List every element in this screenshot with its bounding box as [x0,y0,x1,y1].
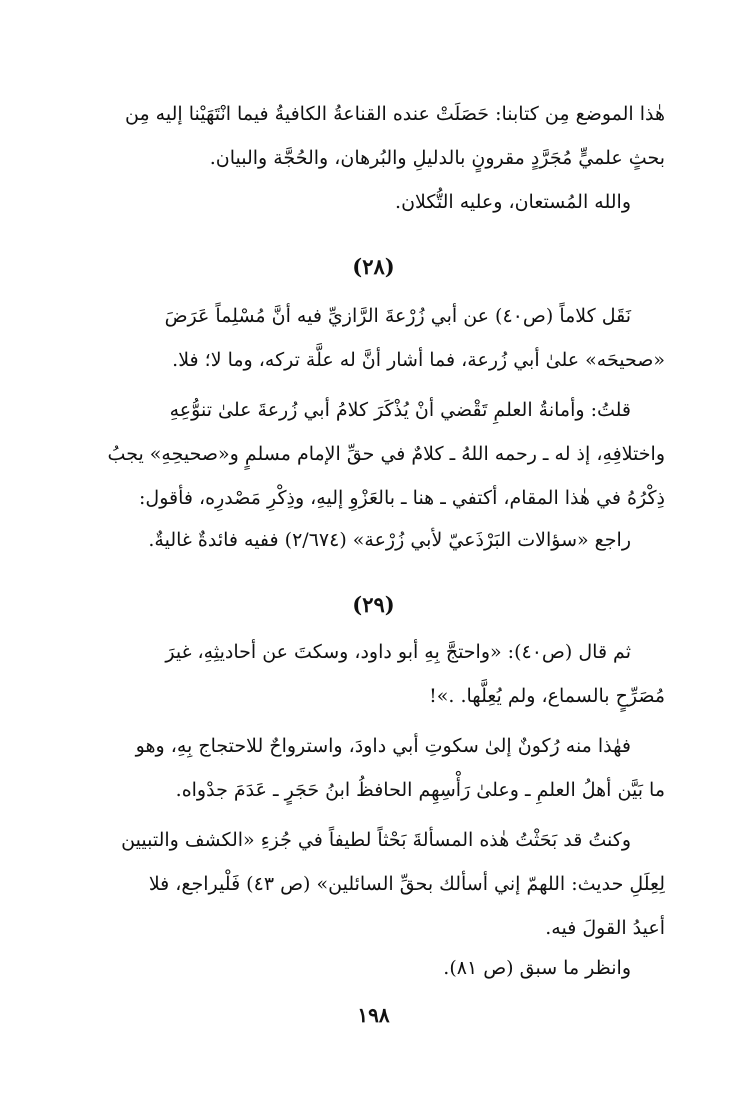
text-line: قلتُ: وأمانةُ العلمِ تَقْضي أنْ يُذْكَرَ كلامُ أبي زُرعةَ علىٰ تنوُّعِهِ [169,399,631,421]
text-line: مُصَرِّحٍ بالسماع، ولم يُعِلَّها. .»! [429,685,665,707]
section-29-paragraph-3 [65,818,665,950]
text-line: والله المُستعان، وعليه التُّكلان. [395,191,631,213]
text-line: فهٰذا منه رُكونٌ إلىٰ سكوتِ أبي داودَ، واسترواحٌ للاحتجاج بِهِ، وهو [135,735,631,757]
text-line: أعيدُ القولَ فيه. [545,917,665,939]
text-line: وانظر ما سبق (ص ٨١). [443,957,631,979]
section-heading-29: (٢٩) [352,592,395,617]
text-line: وكنتُ قد بَحَثْتُ هٰذه المسألةَ بَحْثاً لطيفاً في جُزءِ «الكشف والتبيين [121,829,631,851]
text-line: لِعِلَلِ حديث: اللهمّ إني أسألك بحقِّ السائلين» (ص ٤٣) فَلْيراجع، فلا [148,873,665,895]
section-29-paragraph-2 [65,724,665,812]
text-line: «صحيحَه» علىٰ أبي زُرعة، فما أشار أنَّ له علَّة تركه، وما لا؛ فلا. [172,349,665,371]
page-number: ١٩٨ [357,1003,390,1027]
text-line: ذِكْرُهُ في هٰذا المقام، أكتفي ـ هنا ـ بالعَزْوِ إليهِ، وذِكْرِ مَصْدرِه، فأقول: [139,487,665,509]
section-28-paragraph-2 [65,388,665,520]
section-28-paragraph-3 [65,518,665,562]
section-29-paragraph-1 [65,630,665,718]
text-line: نَقَل كلاماً (ص٤٠) عن أبي زُرْعةَ الرَّازيِّ فيه أنَّ مُسْلِماً عَرَضَ [164,305,631,327]
text-line: بحثٍ علميٍّ مُجَرَّدٍ مقرونٍ بالدليلِ والبُرهان، والحُجَّة والبيان. [209,147,665,169]
text-line: راجع «سؤالات البَرْذَعيّ لأبي زُرْعة» (٢/٦٧٤) ففيه فائدةٌ غاليةٌ. [148,529,631,551]
section-28-paragraph-1 [65,294,665,382]
text-line: واختلافِهِ، إذ له ـ رحمه اللهُ ـ كلامٌ في حقِّ الإمام مسلمٍ و«صحيحِهِ» يجبُ [107,443,665,465]
text-line: ثم قال (ص٤٠): «واحتجَّ بِهِ أبو داود، وسكتَ عن أحاديثِهِ، غيرَ [165,641,631,663]
text-line: هٰذا الموضع مِن كتابنا: حَصَلَتْ عنده القناعةُ الكافيةُ فيما انْتَهَيْنا إليه مِن [124,103,665,125]
intro-paragraph [65,92,665,224]
text-line: ما بَيَّن أهلُ العلمِ ـ وعلىٰ رَأْسِهِم الحافظُ ابنُ حَجَرٍ ـ عَدَمَ جدْواه. [175,779,665,801]
section-heading-28: (٢٨) [352,254,395,279]
section-29-paragraph-4 [65,946,665,990]
